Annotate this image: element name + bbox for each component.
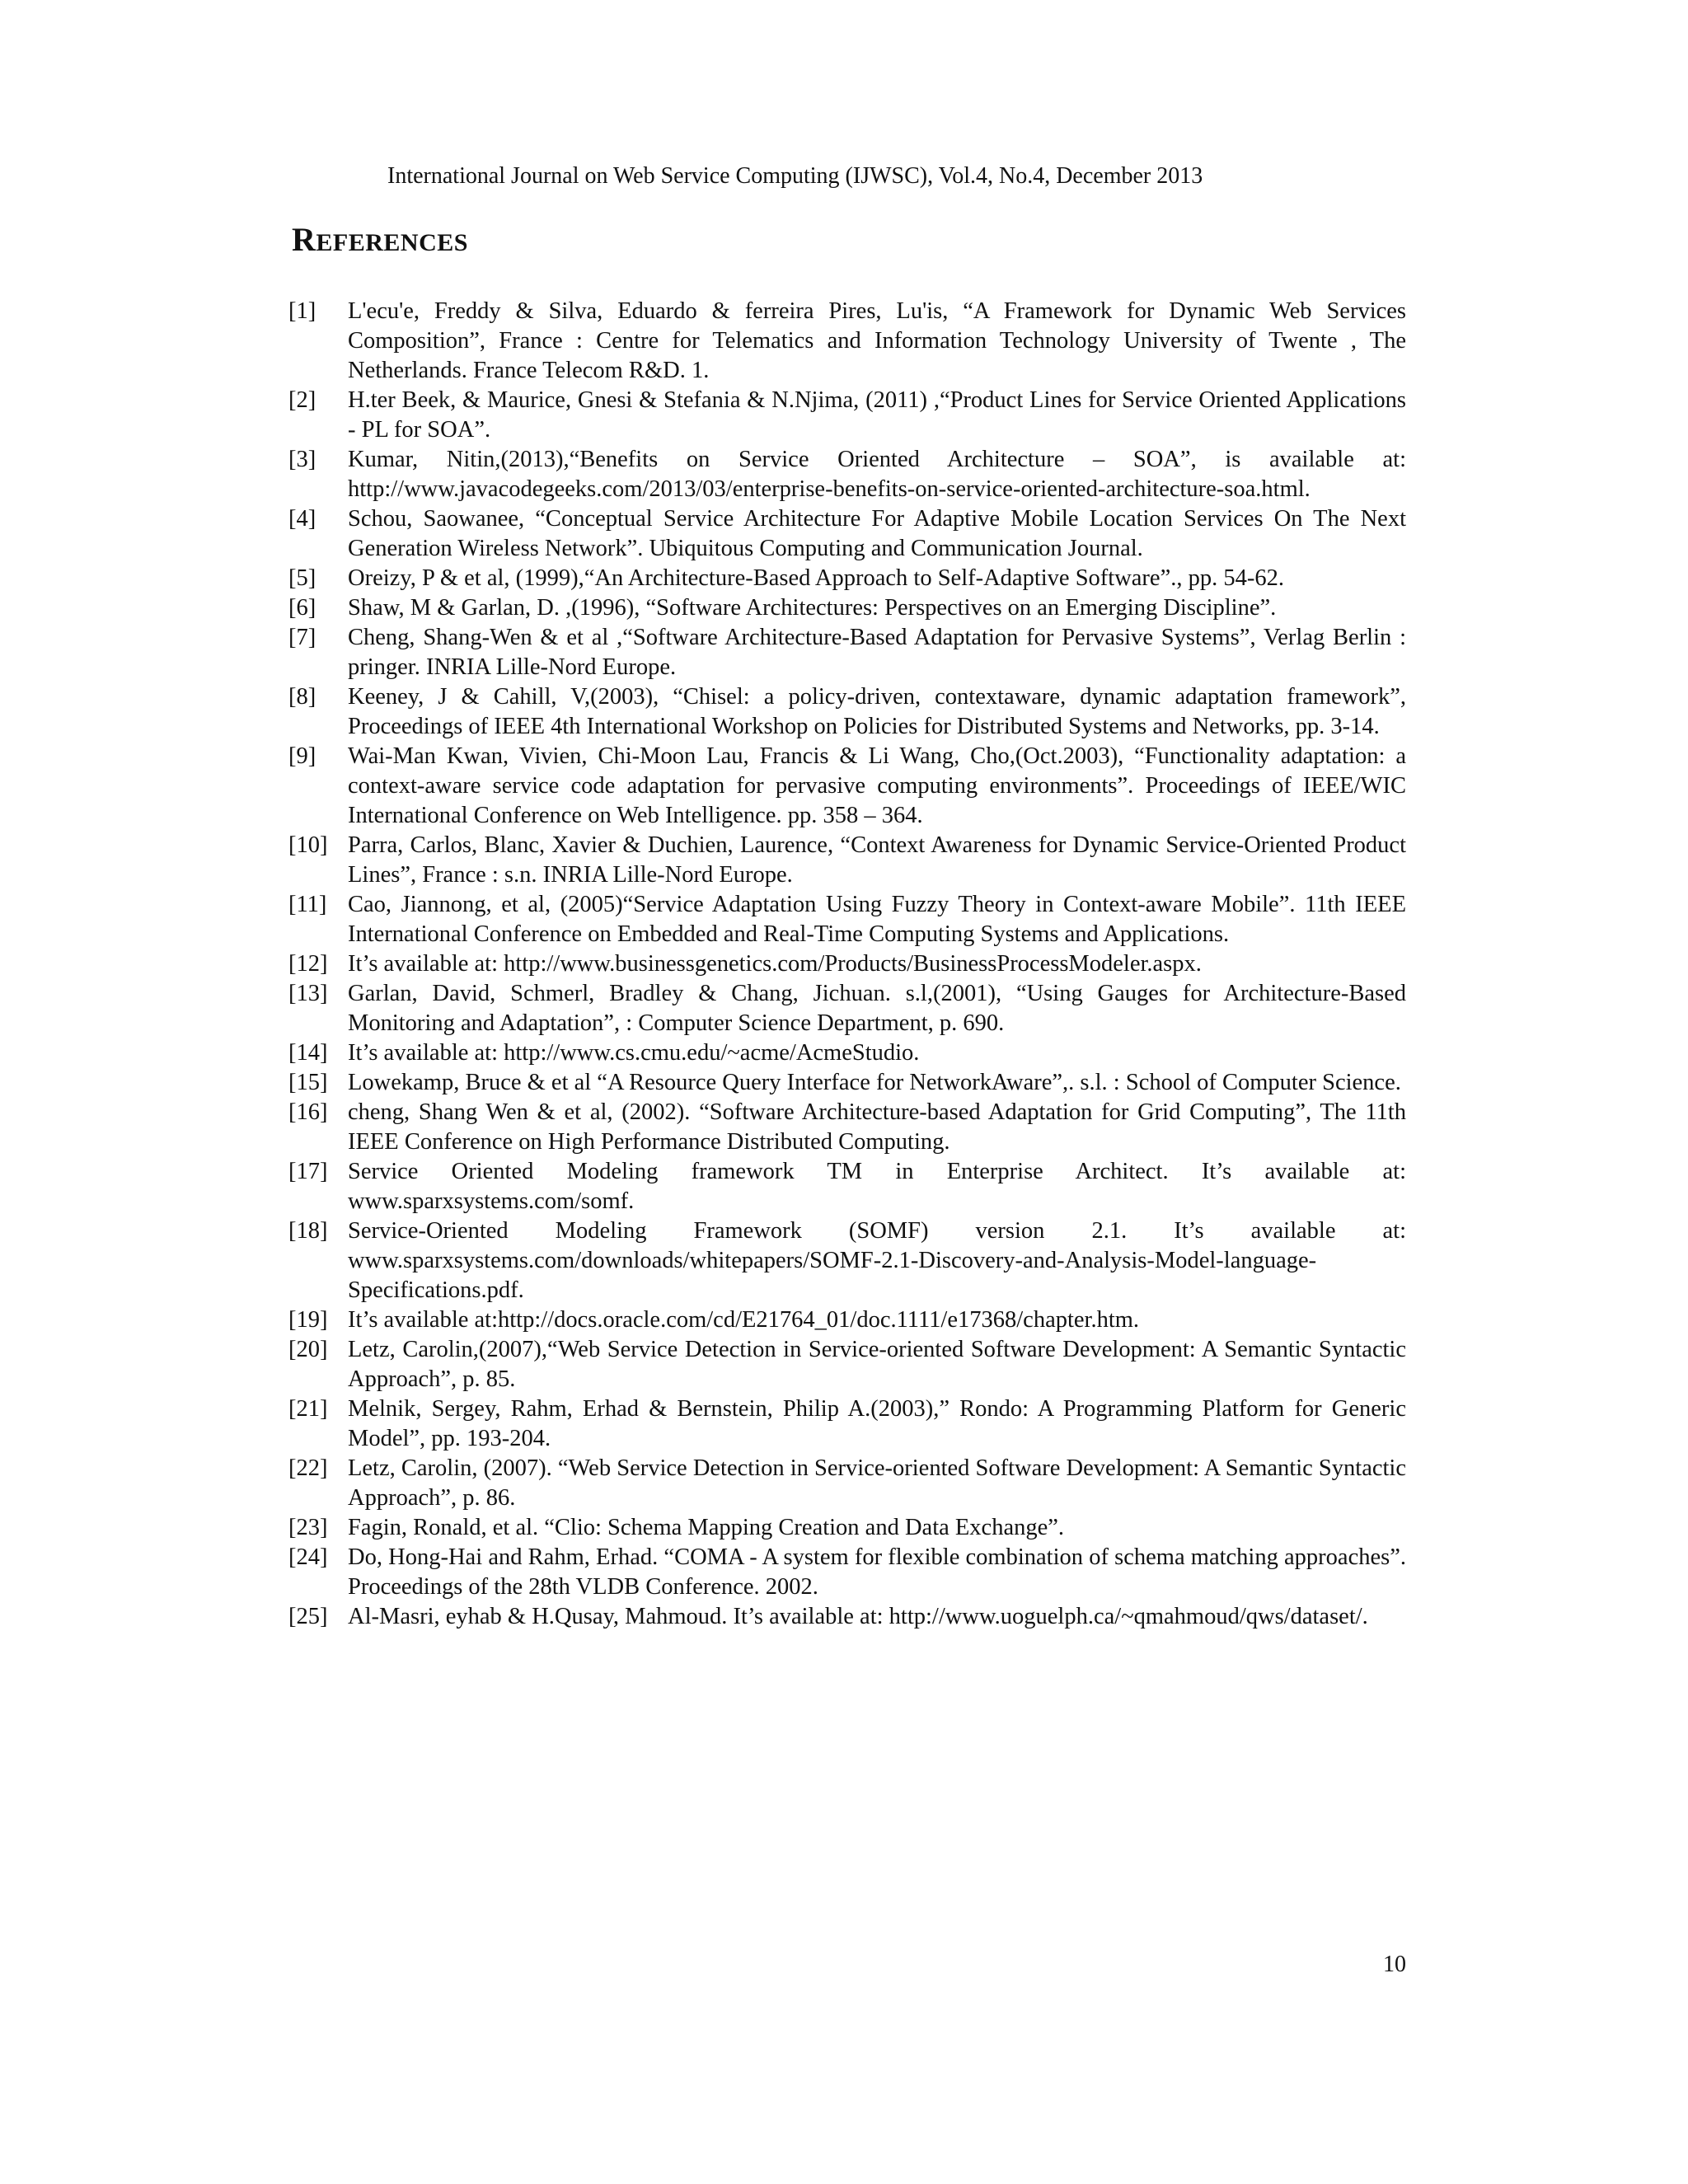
reference-number: [22] <box>288 1455 328 1481</box>
reference-number: [9] <box>288 743 316 769</box>
reference-text: Lowekamp, Bruce & et al “A Resource Query Interface for NetworkAware”,. s.l. : School of Computer Science. <box>348 1070 1401 1095</box>
reference-text: Cheng, Shang-Wen & et al ,“Software Architecture-Based Adaptation for Pervasive Systems”, Verlag Berlin : pringer. INRIA Lille-Nord Europe. <box>348 625 1406 680</box>
reference-text: Shaw, M & Garlan, D. ,(1996), “Software Architectures: Perspectives on an Emerging Discipline”. <box>348 595 1277 621</box>
reference-item <box>288 1454 1406 1513</box>
reference-item <box>288 831 1406 890</box>
reference-text: L'ecu'e, Freddy & Silva, Eduardo & ferreira Pires, Lu'is, “A Framework for Dynamic Web Services Composition”, France : Centre for Telematics and Information Technology University of Twente , The Netherlands. France Telecom R&D. 1. <box>348 298 1406 383</box>
reference-text: Melnik, Sergey, Rahm, Erhad & Bernstein, Philip A.(2003),” Rondo: A Programming Platform for Generic Model”, pp. 193-204. <box>348 1396 1406 1451</box>
reference-text: Letz, Carolin,(2007),“Web Service Detection in Service-oriented Software Development: A Semantic Syntactic Approach”, p. 85. <box>348 1337 1406 1392</box>
reference-text: Letz, Carolin, (2007). “Web Service Detection in Service-oriented Software Development: A Semantic Syntactic Approach”, p. 86. <box>348 1455 1406 1511</box>
reference-text: Keeney, J & Cahill, V,(2003), “Chisel: a policy-driven, contextaware, dynamic adaptation framework”, Proceedings of IEEE 4th International Workshop on Policies for Distributed Systems and Networks, pp. 3-14. <box>348 684 1406 739</box>
reference-item <box>288 1394 1406 1454</box>
reference-number: [12] <box>288 951 328 977</box>
reference-number: [8] <box>288 684 316 710</box>
reference-text: It’s available at: http://www.cs.cmu.edu/~acme/AcmeStudio. <box>348 1040 920 1066</box>
reference-item <box>288 1038 1406 1068</box>
reference-number: [4] <box>288 506 316 532</box>
reference-item <box>288 593 1406 623</box>
reference-item <box>288 297 1406 386</box>
reference-number: [18] <box>288 1218 328 1244</box>
reference-number: [15] <box>288 1070 328 1095</box>
page-number: 10 <box>1383 1952 1406 1977</box>
reference-number: [25] <box>288 1604 328 1629</box>
reference-text: Wai-Man Kwan, Vivien, Chi-Moon Lau, Francis & Li Wang, Cho,(Oct.2003), “Functionality adaptation: a context-aware service code adaptation for pervasive computing environments”. Proceedings of IEEE/WIC International Conference on Web Intelligence. pp. 358 – 364. <box>348 743 1406 828</box>
reference-number: [2] <box>288 387 316 413</box>
reference-item <box>288 949 1406 979</box>
reference-text: Fagin, Ronald, et al. “Clio: Schema Mapping Creation and Data Exchange”. <box>348 1515 1065 1540</box>
reference-item <box>288 504 1406 564</box>
reference-item <box>288 682 1406 742</box>
reference-text: It’s available at: http://www.businessgenetics.com/Products/BusinessProcessModeler.aspx. <box>348 951 1202 977</box>
section-title <box>292 221 468 262</box>
reference-number: [20] <box>288 1337 328 1362</box>
reference-number: [10] <box>288 832 328 858</box>
reference-item <box>288 445 1406 504</box>
reference-number: [19] <box>288 1307 328 1333</box>
reference-item <box>288 1068 1406 1098</box>
reference-item <box>288 1543 1406 1602</box>
reference-item <box>288 742 1406 831</box>
reference-text: Service-Oriented Modeling Framework (SOMF) version 2.1. It’s available at: www.sparxsystems.com/downloads/whitepapers/SOMF-2.1-Discovery-and-Analysis-Model-language-Specifications.pdf. <box>348 1218 1406 1303</box>
reference-item <box>288 386 1406 445</box>
reference-number: [5] <box>288 565 316 591</box>
reference-number: [16] <box>288 1099 328 1125</box>
reference-item <box>288 1335 1406 1394</box>
reference-number: [6] <box>288 595 316 621</box>
section-title-rest: EFERENCES <box>316 229 468 256</box>
reference-text: It’s available at:http://docs.oracle.com/cd/E21764_01/doc.1111/e17368/chapter.htm. <box>348 1307 1140 1333</box>
reference-number: [11] <box>288 892 327 917</box>
reference-text: Oreizy, P & et al, (1999),“An Architecture-Based Approach to Self-Adaptive Software”., pp. 54-62. <box>348 565 1284 591</box>
reference-number: [13] <box>288 981 328 1006</box>
reference-number: [24] <box>288 1544 328 1570</box>
reference-list <box>288 297 1406 1632</box>
reference-item <box>288 1216 1406 1305</box>
reference-item <box>288 890 1406 949</box>
reference-item <box>288 1098 1406 1157</box>
reference-number: [14] <box>288 1040 328 1066</box>
section-title-initial: R <box>292 221 316 258</box>
reference-number: [3] <box>288 447 316 472</box>
reference-item <box>288 1513 1406 1543</box>
reference-item <box>288 979 1406 1038</box>
reference-item <box>288 1602 1406 1632</box>
reference-text: Do, Hong-Hai and Rahm, Erhad. “COMA - A system for flexible combination of schema matching approaches”. Proceedings of the 28th VLDB Conference. 2002. <box>348 1544 1406 1600</box>
reference-text: Schou, Saowanee, “Conceptual Service Architecture For Adaptive Mobile Location Services On The Next Generation Wireless Network”. Ubiquitous Computing and Communication Journal. <box>348 506 1406 561</box>
reference-item <box>288 564 1406 593</box>
reference-number: [23] <box>288 1515 328 1540</box>
reference-item <box>288 623 1406 682</box>
reference-number: [21] <box>288 1396 328 1422</box>
reference-text: H.ter Beek, & Maurice, Gnesi & Stefania & N.Njima, (2011) ,“Product Lines for Service Oriented Applications - PL for SOA”. <box>348 387 1406 443</box>
reference-text: Parra, Carlos, Blanc, Xavier & Duchien, Laurence, “Context Awareness for Dynamic Service-Oriented Product Lines”, France : s.n. INRIA Lille-Nord Europe. <box>348 832 1406 888</box>
reference-item <box>288 1305 1406 1335</box>
reference-text: cheng, Shang Wen & et al, (2002). “Software Architecture-based Adaptation for Grid Computing”, The 11th IEEE Conference on High Performance Distributed Computing. <box>348 1099 1406 1155</box>
reference-text: Cao, Jiannong, et al, (2005)“Service Adaptation Using Fuzzy Theory in Context-aware Mobile”. 11th IEEE International Conference on Embedded and Real-Time Computing Systems and Applications. <box>348 892 1406 947</box>
running-header: International Journal on Web Service Computing (IJWSC), Vol.4, No.4, December 2013 <box>387 163 1203 189</box>
reference-number: [17] <box>288 1159 328 1184</box>
reference-text: Garlan, David, Schmerl, Bradley & Chang, Jichuan. s.l,(2001), “Using Gauges for Architecture-Based Monitoring and Adaptation”, : Computer Science Department, p. 690. <box>348 981 1406 1036</box>
reference-number: [7] <box>288 625 316 650</box>
reference-text: Service Oriented Modeling framework TM in Enterprise Architect. It’s available at: www.sparxsystems.com/somf. <box>348 1159 1406 1214</box>
reference-item <box>288 1157 1406 1216</box>
reference-text: Al-Masri, eyhab & H.Qusay, Mahmoud. It’s available at: http://www.uoguelph.ca/~qmahmoud/qws/dataset/. <box>348 1604 1368 1629</box>
reference-text: Kumar, Nitin,(2013),“Benefits on Service Oriented Architecture – SOA”, is available at: http://www.javacodegeeks.com/2013/03/enterprise-benefits-on-service-oriented-architecture-soa.html. <box>348 447 1406 502</box>
reference-number: [1] <box>288 298 316 324</box>
